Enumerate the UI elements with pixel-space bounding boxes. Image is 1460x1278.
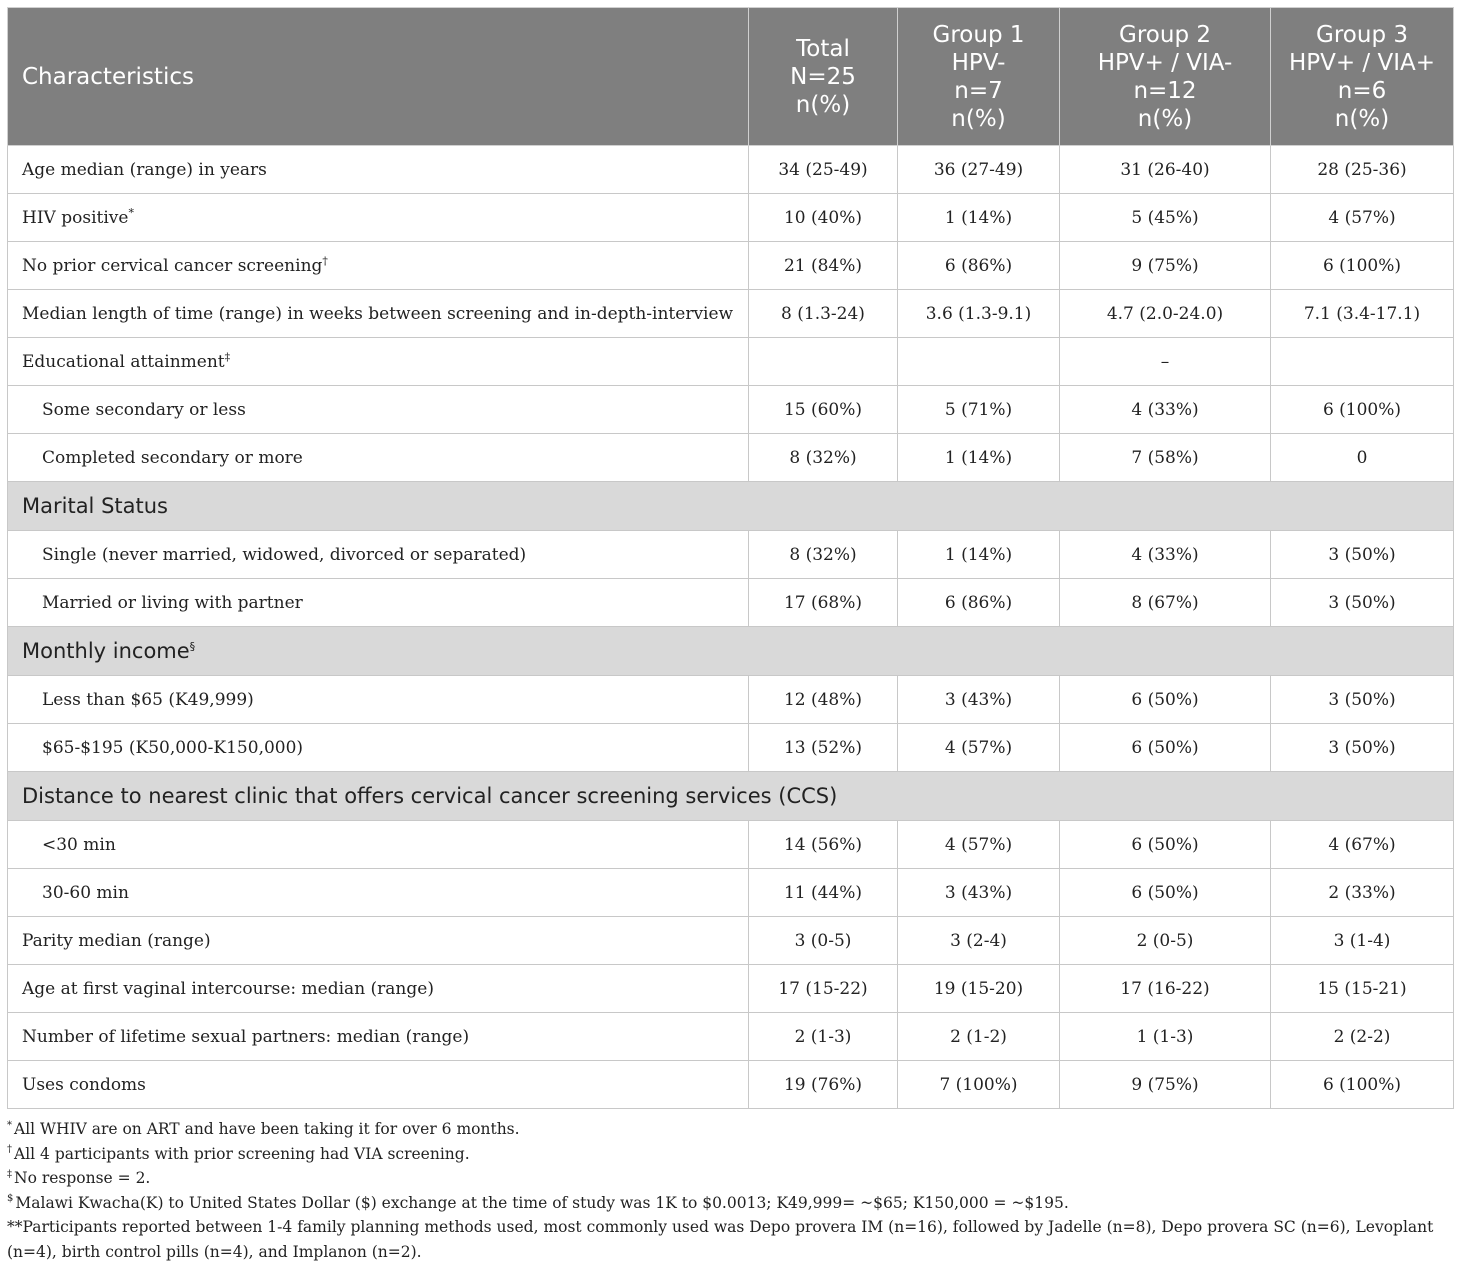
cell-group-1: 3 (2-4): [898, 917, 1060, 965]
table-row: [8, 724, 1454, 772]
row-label-text: No prior cervical cancer screening: [22, 255, 323, 276]
footnote-mark: §: [189, 640, 196, 653]
cell-group-2: 2 (0-5): [1060, 917, 1271, 965]
table-row: [8, 194, 1454, 242]
cell-total: 17 (68%): [749, 579, 898, 627]
row-label-text: Median length of time (range) in weeks between screening and in-depth-interview: [22, 303, 734, 324]
row-label: [8, 194, 749, 242]
cell-group-2: 17 (16-22): [1060, 965, 1271, 1013]
footnote-mark: †: [322, 253, 328, 267]
row-label-text: 30-60 min: [42, 882, 129, 903]
footnote-mark: ‡: [7, 1168, 12, 1180]
row-label-text: Single (never married, widowed, divorced or separated): [42, 544, 527, 565]
cell-group-1: 3 (43%): [898, 869, 1060, 917]
table-row: [8, 821, 1454, 869]
cell-group-1: 3.6 (1.3-9.1): [898, 290, 1060, 338]
table-body: [8, 146, 1454, 1109]
cell-group-3: 3 (50%): [1271, 676, 1454, 724]
section-row: [8, 772, 1454, 821]
row-label: [8, 290, 749, 338]
header-group-1-line: n(%): [951, 105, 1006, 132]
header-row: [8, 8, 1454, 146]
cell-group-1: 2 (1-2): [898, 1013, 1060, 1061]
table-row: [8, 579, 1454, 627]
cell-group-3: 0: [1271, 434, 1454, 482]
section-header: [8, 772, 1454, 821]
cell-total: 15 (60%): [749, 386, 898, 434]
cell-group-3: 4 (57%): [1271, 194, 1454, 242]
cell-group-1: 6 (86%): [898, 242, 1060, 290]
section-title: Distance to nearest clinic that offers cervical cancer screening services (CCS): [22, 784, 838, 808]
cell-total: 12 (48%): [749, 676, 898, 724]
cell-group-2: 1 (1-3): [1060, 1013, 1271, 1061]
row-label-text: Less than $65 (K49,999): [42, 689, 254, 710]
footnotes: [7, 1117, 1453, 1264]
table-row: [8, 338, 1454, 386]
footnote-text: Malawi Kwacha(K) to United States Dollar ($) exchange at the time of study was 1K to $0.0013; K49,999= ~$65; K150,000 = ~$195.: [15, 1193, 1069, 1212]
row-label-text: Age median (range) in years: [22, 159, 267, 180]
section-row: [8, 482, 1454, 531]
table-row: [8, 917, 1454, 965]
cell-group-1: 7 (100%): [898, 1061, 1060, 1109]
cell-group-3: 6 (100%): [1271, 1061, 1454, 1109]
section-title: Marital Status: [22, 494, 168, 518]
row-label: [8, 146, 749, 194]
row-label-text: $65-$195 (K50,000-K150,000): [42, 737, 304, 758]
header-total-line: N=25: [790, 63, 856, 90]
cell-group-3: 2 (33%): [1271, 869, 1454, 917]
cell-group-3: [1271, 338, 1454, 386]
footnote-text: All WHIV are on ART and have been taking it for over 6 months.: [14, 1120, 520, 1138]
cell-total: 10 (40%): [749, 194, 898, 242]
row-label: [8, 338, 749, 386]
row-label: [8, 821, 749, 869]
cell-group-3: 28 (25-36): [1271, 146, 1454, 194]
row-label: [8, 676, 749, 724]
table-row: [8, 1013, 1454, 1061]
cell-total: 17 (15-22): [749, 965, 898, 1013]
footnote-mark: *: [7, 1119, 12, 1131]
header-group-2: [1060, 8, 1271, 146]
row-label-text: Completed secondary or more: [42, 447, 303, 468]
cell-group-1: 1 (14%): [898, 194, 1060, 242]
section-row: [8, 627, 1454, 676]
footnote-text: No response = 2.: [14, 1169, 151, 1187]
cell-total: 8 (32%): [749, 531, 898, 579]
header-group-1: [898, 8, 1060, 146]
cell-group-3: 3 (50%): [1271, 724, 1454, 772]
cell-total: [749, 338, 898, 386]
cell-group-2: 4 (33%): [1060, 531, 1271, 579]
section-header: [8, 482, 1454, 531]
table-row: [8, 434, 1454, 482]
header-group-3-line: n(%): [1334, 105, 1390, 132]
cell-group-2: 6 (50%): [1060, 821, 1271, 869]
cell-total: 13 (52%): [749, 724, 898, 772]
cell-total: 11 (44%): [749, 869, 898, 917]
cell-group-2: 6 (50%): [1060, 724, 1271, 772]
row-label: [8, 386, 749, 434]
cell-total: 2 (1-3): [749, 1013, 898, 1061]
row-label-text: HIV positive: [22, 207, 129, 228]
table-row: [8, 1061, 1454, 1109]
cell-group-3: 6 (100%): [1271, 386, 1454, 434]
cell-total: 8 (32%): [749, 434, 898, 482]
cell-group-1: 5 (71%): [898, 386, 1060, 434]
cell-group-1: 36 (27-49): [898, 146, 1060, 194]
table-row: [8, 290, 1454, 338]
header-group-3-line: n=6: [1337, 77, 1387, 104]
row-label-text: Educational attainment: [22, 351, 225, 372]
header-total: [749, 8, 898, 146]
cell-group-1: 3 (43%): [898, 676, 1060, 724]
cell-group-3: 7.1 (3.4-17.1): [1271, 290, 1454, 338]
cell-group-2: 7 (58%): [1060, 434, 1271, 482]
header-total-line: Total: [796, 35, 850, 62]
table-row: [8, 146, 1454, 194]
footnote: [7, 1117, 1453, 1142]
cell-group-2: 5 (45%): [1060, 194, 1271, 242]
table-row: [8, 676, 1454, 724]
footnote: [7, 1166, 1453, 1191]
cell-group-1: [898, 338, 1060, 386]
header-group-3: [1271, 8, 1454, 146]
cell-group-3: 15 (15-21): [1271, 965, 1454, 1013]
row-label: [8, 579, 749, 627]
header-group-2-line: HPV+ / VIA-: [1097, 49, 1233, 76]
header-group-3-line: HPV+ / VIA+: [1288, 49, 1436, 76]
row-label: [8, 1013, 749, 1061]
cell-group-1: 4 (57%): [898, 821, 1060, 869]
footnote-mark: *: [128, 205, 134, 219]
cell-group-3: 3 (1-4): [1271, 917, 1454, 965]
cell-group-3: 2 (2-2): [1271, 1013, 1454, 1061]
header-characteristics: Characteristics: [8, 8, 749, 146]
cell-group-3: 6 (100%): [1271, 242, 1454, 290]
footnote-mark: ‡: [224, 349, 231, 363]
cell-group-2: 4 (33%): [1060, 386, 1271, 434]
cell-group-1: 1 (14%): [898, 531, 1060, 579]
table-row: [8, 965, 1454, 1013]
row-label-text: <30 min: [42, 834, 116, 855]
header-group-2-line: Group 2: [1119, 21, 1211, 48]
cell-group-3: 3 (50%): [1271, 531, 1454, 579]
footnote-text: All 4 participants with prior screening had VIA screening.: [14, 1144, 470, 1163]
cell-group-2: 8 (67%): [1060, 579, 1271, 627]
characteristics-table: [7, 7, 1454, 1109]
table-row: [8, 869, 1454, 917]
cell-total: 8 (1.3-24): [749, 290, 898, 338]
cell-group-1: 1 (14%): [898, 434, 1060, 482]
cell-group-2: 31 (26-40): [1060, 146, 1271, 194]
header-group-2-line: n(%): [1137, 105, 1193, 132]
cell-group-2: 9 (75%): [1060, 1061, 1271, 1109]
cell-group-2: 9 (75%): [1060, 242, 1271, 290]
row-label: [8, 434, 749, 482]
table-row: [8, 242, 1454, 290]
cell-total: 21 (84%): [749, 242, 898, 290]
header-group-1-line: HPV-: [951, 49, 1006, 76]
header-group-1-line: Group 1: [932, 21, 1025, 48]
cell-group-1: 4 (57%): [898, 724, 1060, 772]
row-label: [8, 531, 749, 579]
footnote-mark: $: [7, 1193, 14, 1205]
row-label-text: Age at first vaginal intercourse: median (range): [22, 978, 434, 999]
cell-total: 34 (25-49): [749, 146, 898, 194]
footnote: [7, 1215, 1453, 1264]
section-header: [8, 627, 1454, 676]
table-header: [8, 8, 1454, 146]
footnote-mark: †: [7, 1144, 12, 1156]
row-label: [8, 869, 749, 917]
header-group-2-line: n=12: [1133, 77, 1197, 104]
row-label-text: Married or living with partner: [42, 592, 303, 613]
row-label-text: Parity median (range): [22, 930, 211, 951]
section-title: Monthly income: [22, 639, 190, 663]
cell-group-2: –: [1060, 338, 1271, 386]
cell-group-3: 4 (67%): [1271, 821, 1454, 869]
header-total-line: n(%): [795, 91, 851, 118]
row-label-text: Uses condoms: [22, 1074, 146, 1095]
row-label: [8, 242, 749, 290]
cell-group-3: 3 (50%): [1271, 579, 1454, 627]
cell-total: 19 (76%): [749, 1061, 898, 1109]
cell-group-1: 6 (86%): [898, 579, 1060, 627]
table-container: [7, 7, 1453, 1264]
row-label: [8, 724, 749, 772]
cell-total: 3 (0-5): [749, 917, 898, 965]
row-label: [8, 965, 749, 1013]
footnote: [7, 1191, 1453, 1216]
table-row: [8, 386, 1454, 434]
cell-total: 14 (56%): [749, 821, 898, 869]
footnote: [7, 1142, 1453, 1167]
cell-group-2: 6 (50%): [1060, 869, 1271, 917]
row-label-text: Number of lifetime sexual partners: median (range): [22, 1026, 470, 1047]
table-row: [8, 531, 1454, 579]
cell-group-1: 19 (15-20): [898, 965, 1060, 1013]
header-group-3-line: Group 3: [1316, 21, 1408, 48]
row-label: [8, 1061, 749, 1109]
header-group-1-line: n=7: [954, 77, 1003, 104]
row-label-text: Some secondary or less: [42, 399, 246, 420]
cell-group-2: 6 (50%): [1060, 676, 1271, 724]
cell-group-2: 4.7 (2.0-24.0): [1060, 290, 1271, 338]
row-label: [8, 917, 749, 965]
footnote-text: **Participants reported between 1-4 family planning methods used, most commonly used was Depo provera IM (n=16), followed by Jadelle (n=8), Depo provera SC (n=6), Levoplant (n=4), birth control pills (n=4), and Implanon (n=2).: [7, 1218, 1434, 1261]
